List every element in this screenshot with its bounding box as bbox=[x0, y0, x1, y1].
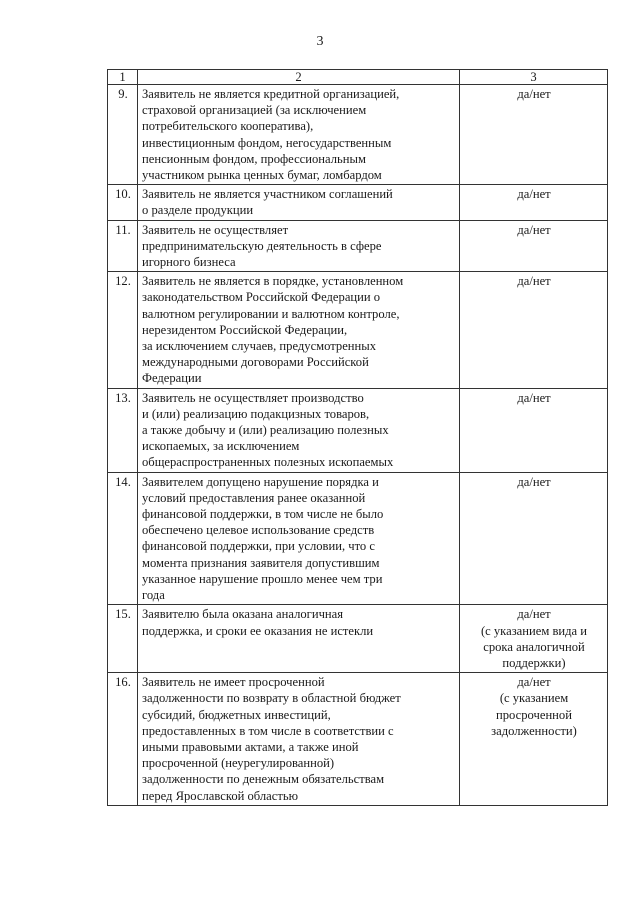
row-number: 12. bbox=[108, 272, 138, 388]
criterion-line: общераспространенных полезных ископаемых bbox=[142, 455, 394, 470]
criterion-line: Заявитель не является в порядке, установленном bbox=[142, 274, 404, 289]
answer-cell bbox=[460, 272, 608, 388]
criterion-line: обеспечено целевое использование средств bbox=[142, 523, 375, 538]
answer-cell bbox=[460, 220, 608, 272]
criterion-line: предоставленных в том числе в соответствии с bbox=[142, 723, 394, 738]
row-number: 15. bbox=[108, 605, 138, 673]
criterion-line: финансовой поддержки, при условии, что с bbox=[142, 539, 375, 554]
table-row bbox=[108, 388, 608, 472]
criterion-line: за исключением случаев, предусмотренных bbox=[142, 339, 377, 354]
answer-cell bbox=[460, 605, 608, 673]
criteria-table bbox=[107, 69, 608, 806]
criterion-text bbox=[138, 605, 460, 673]
table-row bbox=[108, 673, 608, 806]
answer-line: просроченной bbox=[496, 707, 572, 722]
row-number: 9. bbox=[108, 85, 138, 185]
criterion-text bbox=[138, 472, 460, 605]
answer-line: да/нет bbox=[517, 607, 551, 622]
criterion-line: субсидий, бюджетных инвестиций, bbox=[142, 707, 331, 722]
table-header-row bbox=[108, 70, 608, 85]
criterion-line: инвестиционным фондом, негосударственным bbox=[142, 135, 392, 150]
table-row bbox=[108, 272, 608, 388]
criterion-line: потребительского кооператива), bbox=[142, 119, 314, 134]
criterion-line: о разделе продукции bbox=[142, 203, 254, 218]
table-row bbox=[108, 472, 608, 605]
answer-cell bbox=[460, 388, 608, 472]
page-number: 3 bbox=[316, 34, 324, 49]
criterion-line: Заявитель не осуществляет производство bbox=[142, 390, 364, 405]
criterion-text bbox=[138, 185, 460, 220]
answer-cell bbox=[460, 673, 608, 806]
answer-line: срока аналогичной bbox=[483, 639, 585, 654]
answer-line: задолженности) bbox=[491, 723, 577, 738]
criterion-text bbox=[138, 388, 460, 472]
table-row bbox=[108, 220, 608, 272]
criterion-line: игорного бизнеса bbox=[142, 255, 236, 270]
criterion-text bbox=[138, 272, 460, 388]
criterion-line: законодательством Российской Федерации о bbox=[142, 290, 381, 305]
criterion-line: Федерации bbox=[142, 371, 202, 386]
criterion-line: Заявителю была оказана аналогичная bbox=[142, 607, 344, 622]
header-col-1: 1 bbox=[108, 70, 138, 85]
row-number: 16. bbox=[108, 673, 138, 806]
criterion-line: просроченной (неурегулированной) bbox=[142, 756, 335, 771]
criterion-line: финансовой поддержки, в том числе не было bbox=[142, 507, 384, 522]
criterion-line: перед Ярославской областью bbox=[142, 788, 299, 803]
header-col-3: 3 bbox=[460, 70, 608, 85]
answer-cell bbox=[460, 472, 608, 605]
answer-line: да/нет bbox=[517, 222, 551, 237]
answer-line: да/нет bbox=[517, 87, 551, 101]
criterion-line: Заявитель не осуществляет bbox=[142, 222, 289, 237]
criterion-text bbox=[138, 220, 460, 272]
criterion-line: нерезидентом Российской Федерации, bbox=[142, 322, 348, 337]
criterion-line: Заявитель не является кредитной организацией, bbox=[142, 87, 400, 101]
criterion-line: международными договорами Российской bbox=[142, 355, 369, 370]
criterion-line: задолженности по денежным обязательствам bbox=[142, 772, 385, 787]
criterion-line: валютном регулировании и валютном контроле, bbox=[142, 306, 400, 321]
answer-line: да/нет bbox=[517, 474, 551, 489]
answer-line: да/нет bbox=[517, 187, 551, 202]
criterion-text bbox=[138, 85, 460, 185]
answer-cell bbox=[460, 185, 608, 220]
answer-line: да/нет bbox=[517, 390, 551, 405]
criterion-line: Заявитель не имеет просроченной bbox=[142, 675, 325, 690]
row-number: 14. bbox=[108, 472, 138, 605]
criterion-line: иными правовыми актами, а также иной bbox=[142, 739, 359, 754]
criterion-line: пенсионным фондом, профессиональным bbox=[142, 151, 366, 166]
criterion-line: страховой организацией (за исключением bbox=[142, 103, 367, 118]
criterion-line: задолженности по возврату в областной бюджет bbox=[142, 691, 401, 706]
criterion-line: ископаемых, за исключением bbox=[142, 439, 300, 454]
table-row bbox=[108, 85, 608, 185]
answer-line: поддержки) bbox=[502, 655, 566, 670]
criterion-line: участником рынка ценных бумаг, ломбардом bbox=[142, 168, 382, 183]
table-row bbox=[108, 605, 608, 673]
answer-cell bbox=[460, 85, 608, 185]
criterion-line: указанное нарушение прошло менее чем три bbox=[142, 571, 383, 586]
criterion-line: Заявитель не является участником соглашений bbox=[142, 187, 393, 202]
header-col-2: 2 bbox=[138, 70, 460, 85]
row-number: 11. bbox=[108, 220, 138, 272]
criterion-line: предпринимательскую деятельность в сфере bbox=[142, 238, 382, 253]
answer-line: да/нет bbox=[517, 675, 551, 690]
criterion-line: поддержка, и сроки ее оказания не истекли bbox=[142, 623, 374, 638]
answer-line: (с указанием bbox=[499, 691, 569, 706]
criterion-text bbox=[138, 673, 460, 806]
criterion-line: года bbox=[142, 588, 165, 603]
answer-line: (с указанием вида и bbox=[480, 623, 588, 638]
criterion-line: а также добычу и (или) реализацию полезных bbox=[142, 423, 389, 438]
table-row bbox=[108, 185, 608, 220]
row-number: 10. bbox=[108, 185, 138, 220]
criterion-line: условий предоставления ранее оказанной bbox=[142, 490, 366, 505]
answer-line: да/нет bbox=[517, 274, 551, 289]
criterion-line: и (или) реализацию подакцизных товаров, bbox=[142, 406, 370, 421]
criterion-line: Заявителем допущено нарушение порядка и bbox=[142, 474, 379, 489]
row-number: 13. bbox=[108, 388, 138, 472]
criterion-line: момента признания заявителя допустившим bbox=[142, 555, 380, 570]
